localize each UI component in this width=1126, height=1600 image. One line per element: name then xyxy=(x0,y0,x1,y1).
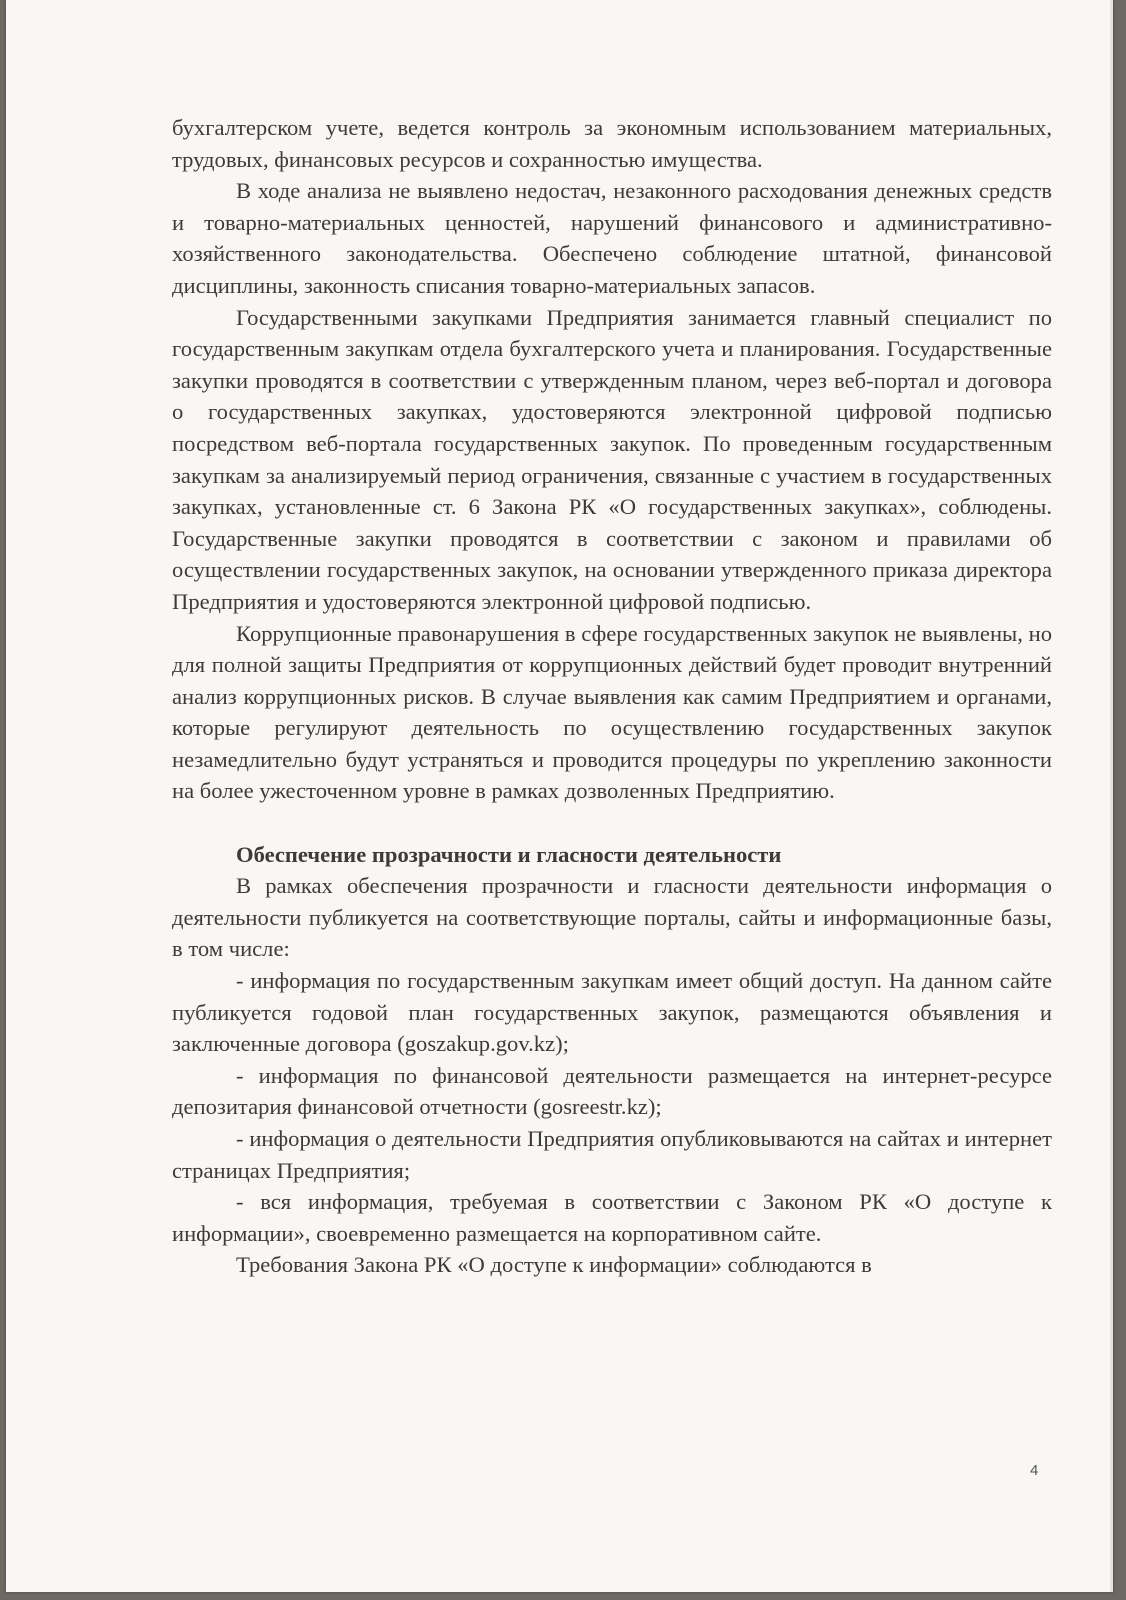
list-item-goszakup: - информация по государственным закупкам имеет общий доступ. На данном сайте публикуется годовой план государственных закупок, размещаются объявления и заключенные договора (goszakup.gov.kz); xyxy=(172,968,1052,1057)
paragraph-procurement: Государственными закупками Предприятия занимается главный специалист по государственным закупкам отдела бухгалтерского учета и планирования. Государственные закупки проводятся в соответствии с утвержденным планом, через веб-портал и договора о государственных закупках, удостоверяются электронной цифровой подписью посредством веб-портала государственных закупок. По проведенным государственным закупкам за анализируемый период ограничения, связанные с участием в государственных закупках, установленные ст. 6 Закона РК «О государственных закупках», соблюдены. Государственные закупки проводятся в соответствии с законом и правилами об осуществлении государственных закупок, на основании утвержденного приказа директора Предприятия и удостоверяются электронной цифровой подписью. xyxy=(172,304,1052,614)
paragraph-continuation: бухгалтерском учете, ведется контроль за экономным использованием материальных, трудовых, финансовых ресурсов и сохранностью имущества. xyxy=(172,115,1052,172)
section-heading: Обеспечение прозрачности и гласности деятельности xyxy=(236,841,782,867)
list-item-gosreestr: - информация по финансовой деятельности размещается на интернет-ресурсе депозитария финансовой отчетности (gosreestr.kz); xyxy=(172,1062,1052,1120)
paragraph-transparency: В рамках обеспечения прозрачности и гласности деятельности информация о деятельности публикуется на соответствующие порталы, сайты и информационные базы, в том числе: xyxy=(172,873,1052,962)
list-item-websites: - информация о деятельности Предприятия опубликовываются на сайтах и интернет страницах Предприятия; xyxy=(172,1126,1052,1183)
paragraph-requirements: Требования Закона РК «О доступе к информации» соблюдаются в xyxy=(236,1252,872,1278)
list-item-corporate-site: - вся информация, требуемая в соответствии с Законом РК «О доступе к информации», своевременно размещается на корпоративном сайте. xyxy=(172,1189,1052,1246)
document-page xyxy=(6,0,1113,1592)
document-body xyxy=(172,112,1052,1281)
paragraph-corruption: Коррупционные правонарушения в сфере государственных закупок не выявлены, но для полной защиты Предприятия от коррупционных действий будет проводит внутренний анализ коррупционных рисков. В случае выявления как самим Предприятием и органами, которые регулируют деятельность по осуществлению государственных закупок незамедлительно будут устраняться и проводится процедуры по укреплению законности на более ужесточенном уровне в рамках дозволенных Предприятию. xyxy=(172,620,1052,804)
paragraph-analysis: В ходе анализа не выявлено недостач, незаконного расходования денежных средств и товарно-материальных ценностей, нарушений финансового и административно-хозяйственного законодательства. Обеспечено соблюдение штатной, финансовой дисциплины, законность списания товарно-материальных запасов. xyxy=(172,178,1052,298)
page-number: 4 xyxy=(1030,1462,1039,1479)
